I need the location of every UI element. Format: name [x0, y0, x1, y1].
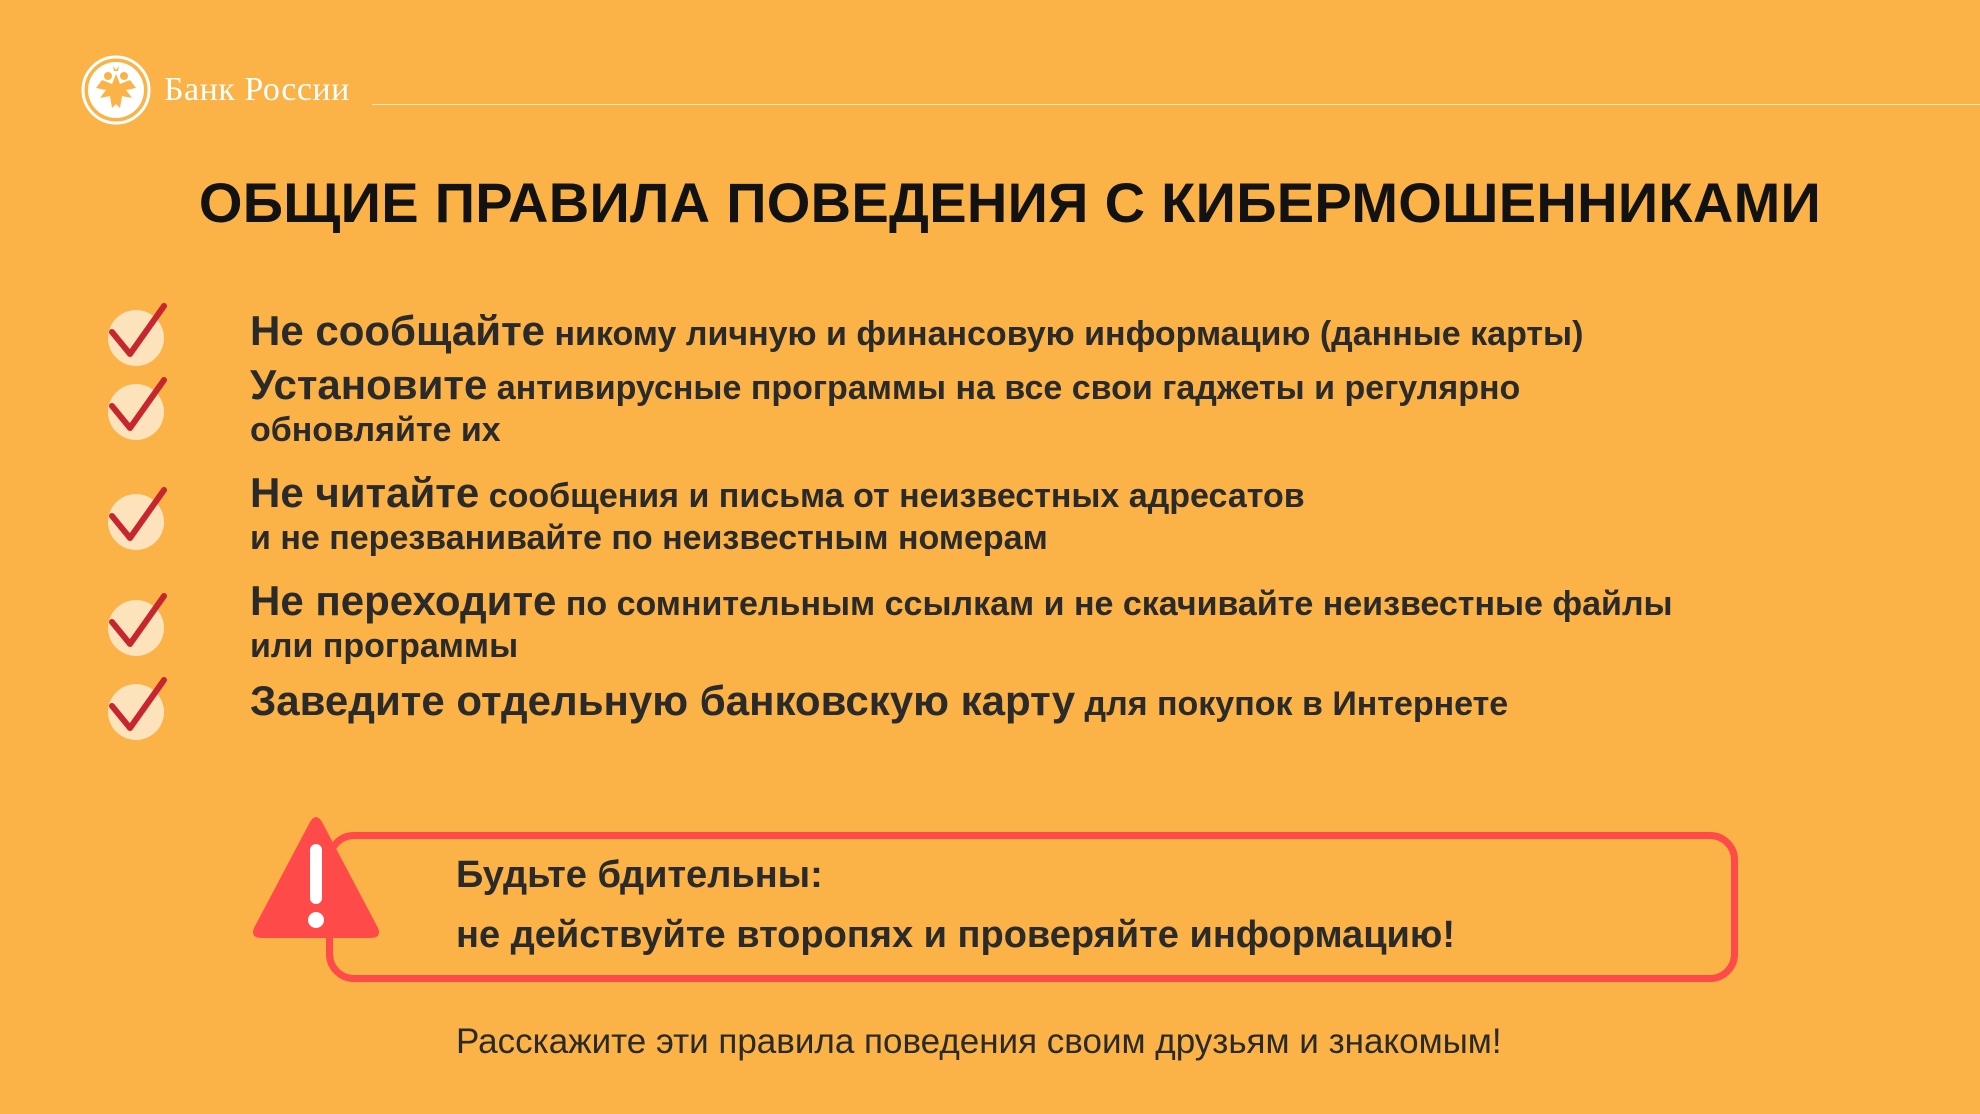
alert-heading: Будьте бдительны:	[456, 854, 823, 896]
rule-text: для покупок в Интернете	[1075, 685, 1509, 723]
rule-text-continued: обновляйте их	[250, 411, 501, 449]
rule-text: никому личную и финансовую информацию (данные карты)	[545, 315, 1584, 353]
rules-list	[100, 298, 1900, 740]
warning-triangle-icon	[248, 810, 384, 946]
footer-note: Расскажите эти правила поведения своим друзьям и знакомым!	[456, 1022, 1502, 1061]
rule-lead: Не переходите	[250, 577, 557, 624]
bank-emblem-icon	[80, 54, 152, 126]
rule-text: сообщения и письма от неизвестных адресатов	[479, 477, 1305, 515]
header	[80, 52, 350, 128]
rule-text-continued: и не перезванивайте по неизвестным номерам	[250, 519, 1048, 557]
rule-item	[100, 677, 1900, 740]
checkmark-icon	[100, 672, 172, 744]
rule-item	[100, 298, 1900, 364]
rule-lead: Установите	[250, 361, 488, 408]
brand-name: Банк России	[164, 71, 350, 108]
alert-message: не действуйте второпях и проверяйте информацию!	[456, 914, 1456, 956]
header-divider	[372, 104, 1980, 105]
page-title: ОБЩИЕ ПРАВИЛА ПОВЕДЕНИЯ С КИБЕРМОШЕННИКАМИ	[198, 171, 1822, 234]
rule-lead: Не сообщайте	[250, 307, 546, 354]
rule-lead: Не читайте	[250, 469, 480, 516]
rule-item	[100, 469, 1900, 580]
checkmark-icon	[100, 372, 172, 444]
rule-lead: Заведите отдельную банковскую карту	[250, 677, 1076, 724]
rule-text-continued: или программы	[250, 627, 519, 665]
checkmark-icon	[100, 482, 172, 554]
rule-item	[100, 577, 1900, 680]
rule-item	[100, 361, 1900, 472]
checkmark-icon	[100, 298, 172, 370]
rule-text: по сомнительным ссылкам и не скачивайте неизвестные файлы	[556, 585, 1673, 623]
checkmark-icon	[100, 588, 172, 660]
rule-text: антивирусные программы на все свои гаджеты и регулярно	[487, 369, 1521, 407]
